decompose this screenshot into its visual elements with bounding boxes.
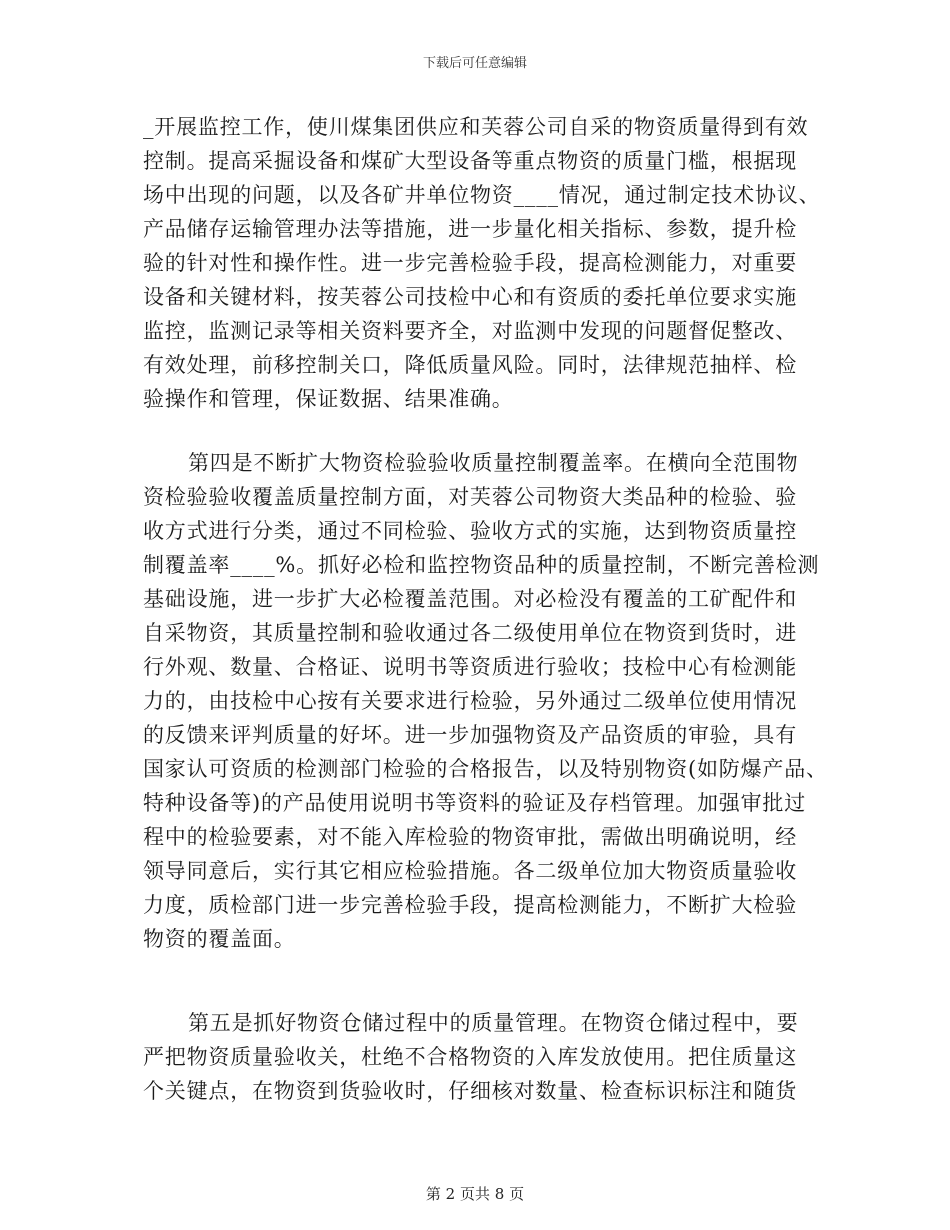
text-line: 验的针对性和操作性。进一步完善检验手段，提高检测能力，对重要: [143, 251, 797, 275]
text-line: 自采物资，其质量控制和验收通过各二级使用单位在物资到货时，进: [143, 621, 797, 645]
text-line: 国家认可资质的检测部门检验的合格报告，以及特别物资(如防爆产品、: [143, 757, 828, 781]
paragraph-first-line: 第四是不断扩大物资检验验收质量控制覆盖率。在横向全范围物: [188, 451, 799, 475]
text-line: 验操作和管理，保证数据、结果准确。: [143, 387, 514, 411]
text-line: 领导同意后，实行其它相应检验措施。各二级单位加大物资质量验收: [143, 859, 797, 883]
text-line: 力的，由技检中心按有关要求进行检验，另外通过二级单位使用情况: [143, 689, 797, 713]
text-line: 场中出现的问题，以及各矿井单位物资____情况，通过制定技术协议、: [143, 183, 821, 207]
text-line: 力度，质检部门进一步完善检验手段，提高检测能力，不断扩大检验: [143, 893, 797, 917]
page-number-footer: 第 2 页共 8 页: [425, 1185, 525, 1203]
text-line: 特种设备等)的产品使用说明书等资料的验证及存档管理。加强审批过: [143, 791, 806, 815]
text-line: 监控，监测记录等相关资料要齐全，对监测中发现的问题督促整改、: [143, 319, 797, 343]
text-line: 制覆盖率____%。抓好必检和监控物资品种的质量控制，不断完善检测: [143, 553, 820, 577]
text-line: 资检验验收覆盖质量控制方面，对芙蓉公司物资大类品种的检验、验: [143, 485, 797, 509]
text-line: 收方式进行分类，通过不同检验、验收方式的实施，达到物资质量控: [143, 519, 797, 543]
paragraph-first-line: 第五是抓好物资仓储过程中的质量管理。在物资仓储过程中，要: [188, 1011, 799, 1035]
text-line: 严把物资质量验收关，杜绝不合格物资的入库发放使用。把住质量这: [143, 1045, 797, 1069]
text-line: 个关键点，在物资到货验收时，仔细核对数量、检查标识标注和随货: [143, 1079, 797, 1103]
text-line: 的反馈来评判质量的好坏。进一步加强物资及产品资质的审验，具有: [143, 723, 797, 747]
text-line: 基础设施，进一步扩大必检覆盖范围。对必检没有覆盖的工矿配件和: [143, 587, 797, 611]
text-line: 有效处理，前移控制关口，降低质量风险。同时，法律规范抽样、检: [143, 353, 797, 377]
text-line: 程中的检验要素，对不能入库检验的物资审批，需做出明确说明，经: [143, 825, 797, 849]
text-line: _开展监控工作，使川煤集团供应和芙蓉公司自采的物资质量得到有效: [143, 115, 809, 139]
text-line: 行外观、数量、合格证、说明书等资质进行验收；技检中心有检测能: [143, 655, 797, 679]
text-line: 物资的覆盖面。: [143, 927, 296, 951]
text-line: 产品储存运输管理办法等措施，进一步量化相关指标、参数，提升检: [143, 217, 797, 241]
page-header: 下载后可任意编辑: [422, 56, 527, 71]
text-line: 控制。提高采掘设备和煤矿大型设备等重点物资的质量门槛，根据现: [143, 149, 797, 173]
text-line: 设备和关键材料，按芙蓉公司技检中心和有资质的委托单位要求实施: [143, 285, 797, 309]
